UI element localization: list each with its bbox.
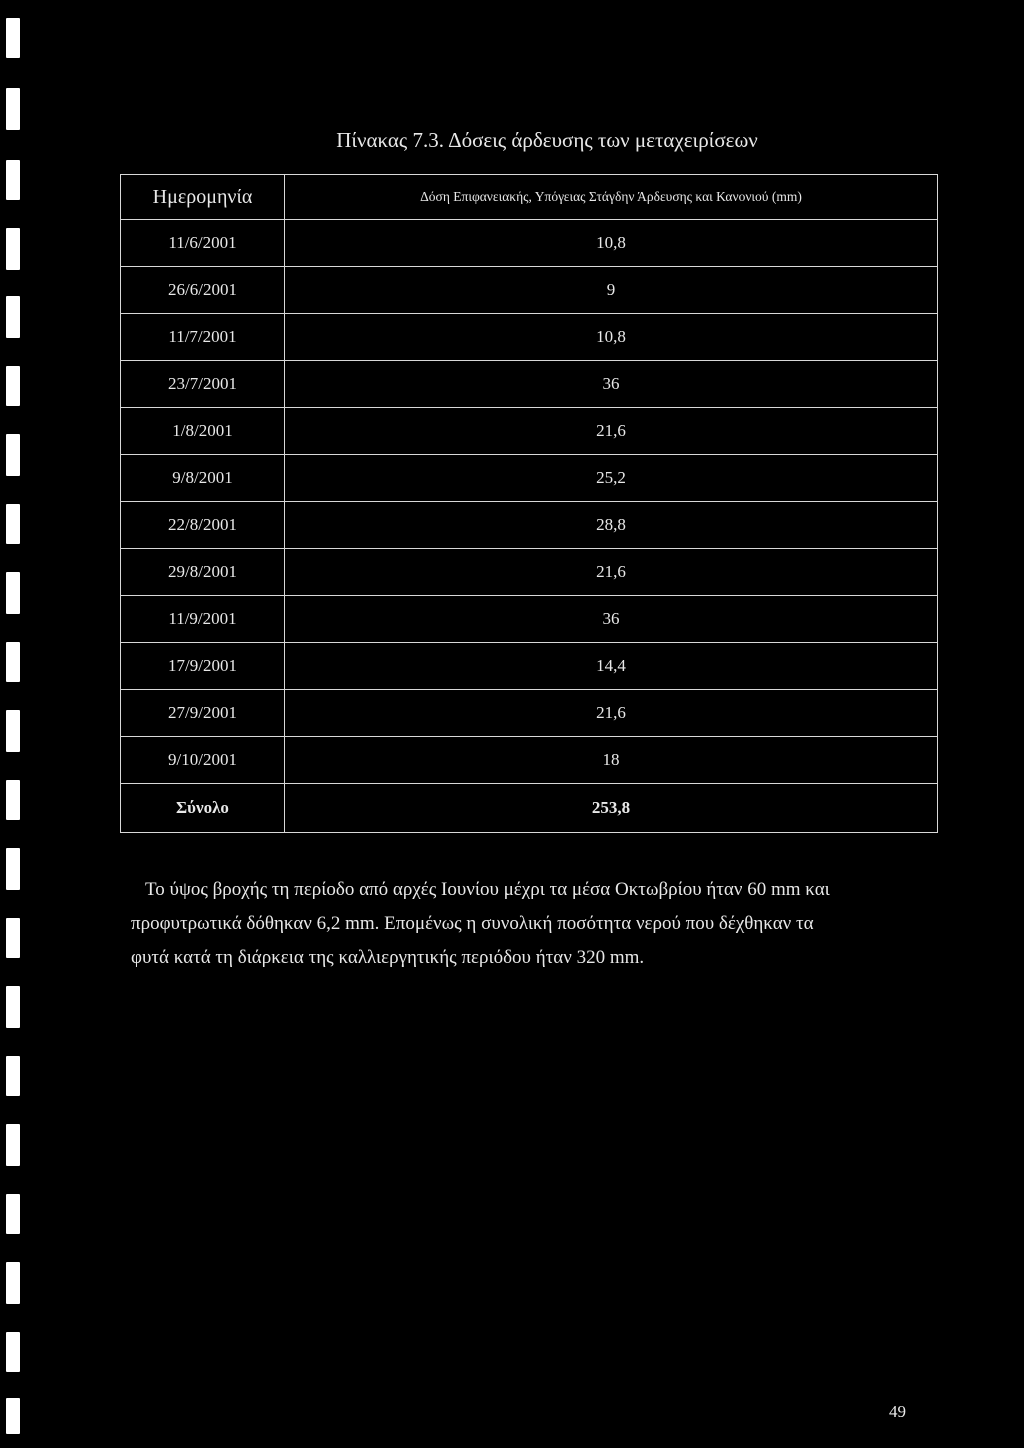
table-row (121, 596, 938, 643)
cell-date: 11/9/2001 (121, 596, 285, 643)
cell-date: 22/8/2001 (121, 502, 285, 549)
header-dose: Δόση Επιφανειακής, Υπόγειας Στάγδην Άρδευσης και Κανονιού (mm) (285, 175, 938, 220)
cell-dose: 36 (285, 596, 938, 643)
cell-dose: 36 (285, 361, 938, 408)
cell-dose: 21,6 (285, 549, 938, 596)
table-row (121, 408, 938, 455)
paragraph-line: Το ύψος βροχής τη περίοδο από αρχές Ιουνίου μέχρι τα μέσα Οκτωβρίου ήταν 60 mm και (145, 879, 830, 900)
irrigation-dose-table (120, 174, 938, 833)
cell-date: 11/6/2001 (121, 220, 285, 267)
cell-dose: 10,8 (285, 220, 938, 267)
table-row (121, 502, 938, 549)
cell-date: 1/8/2001 (121, 408, 285, 455)
table-row (121, 737, 938, 784)
table-row (121, 267, 938, 314)
total-value: 253,8 (285, 784, 938, 833)
cell-date: 11/7/2001 (121, 314, 285, 361)
table-row (121, 361, 938, 408)
table-header-row (121, 175, 938, 220)
cell-dose: 28,8 (285, 502, 938, 549)
cell-date: 26/6/2001 (121, 267, 285, 314)
table-row (121, 549, 938, 596)
cell-date: 27/9/2001 (121, 690, 285, 737)
cell-dose: 21,6 (285, 408, 938, 455)
cell-dose: 9 (285, 267, 938, 314)
total-label: Σύνολο (121, 784, 285, 833)
cell-dose: 25,2 (285, 455, 938, 502)
paragraph-line: φυτά κατά τη διάρκεια της καλλιεργητικής περιόδου ήταν 320 mm. (131, 947, 645, 968)
table-row (121, 220, 938, 267)
table-row (121, 314, 938, 361)
paragraph-line: προφυτρωτικά δόθηκαν 6,2 mm. Επομένως η συνολική ποσότητα νερού που δέχθηκαν τα (131, 913, 814, 934)
cell-dose: 14,4 (285, 643, 938, 690)
table-row (121, 455, 938, 502)
table-total-row (121, 784, 938, 833)
table-row (121, 690, 938, 737)
cell-dose: 18 (285, 737, 938, 784)
table-row (121, 643, 938, 690)
table-caption: Πίνακας 7.3. Δόσεις άρδευσης των μεταχειρίσεων (336, 128, 758, 152)
cell-date: 9/8/2001 (121, 455, 285, 502)
cell-date: 29/8/2001 (121, 549, 285, 596)
cell-date: 17/9/2001 (121, 643, 285, 690)
body-paragraph (131, 873, 911, 975)
cell-date: 9/10/2001 (121, 737, 285, 784)
cell-dose: 10,8 (285, 314, 938, 361)
page-number: 49 (889, 1402, 906, 1421)
cell-dose: 21,6 (285, 690, 938, 737)
cell-date: 23/7/2001 (121, 361, 285, 408)
header-date: Ημερομηνία (121, 175, 285, 220)
